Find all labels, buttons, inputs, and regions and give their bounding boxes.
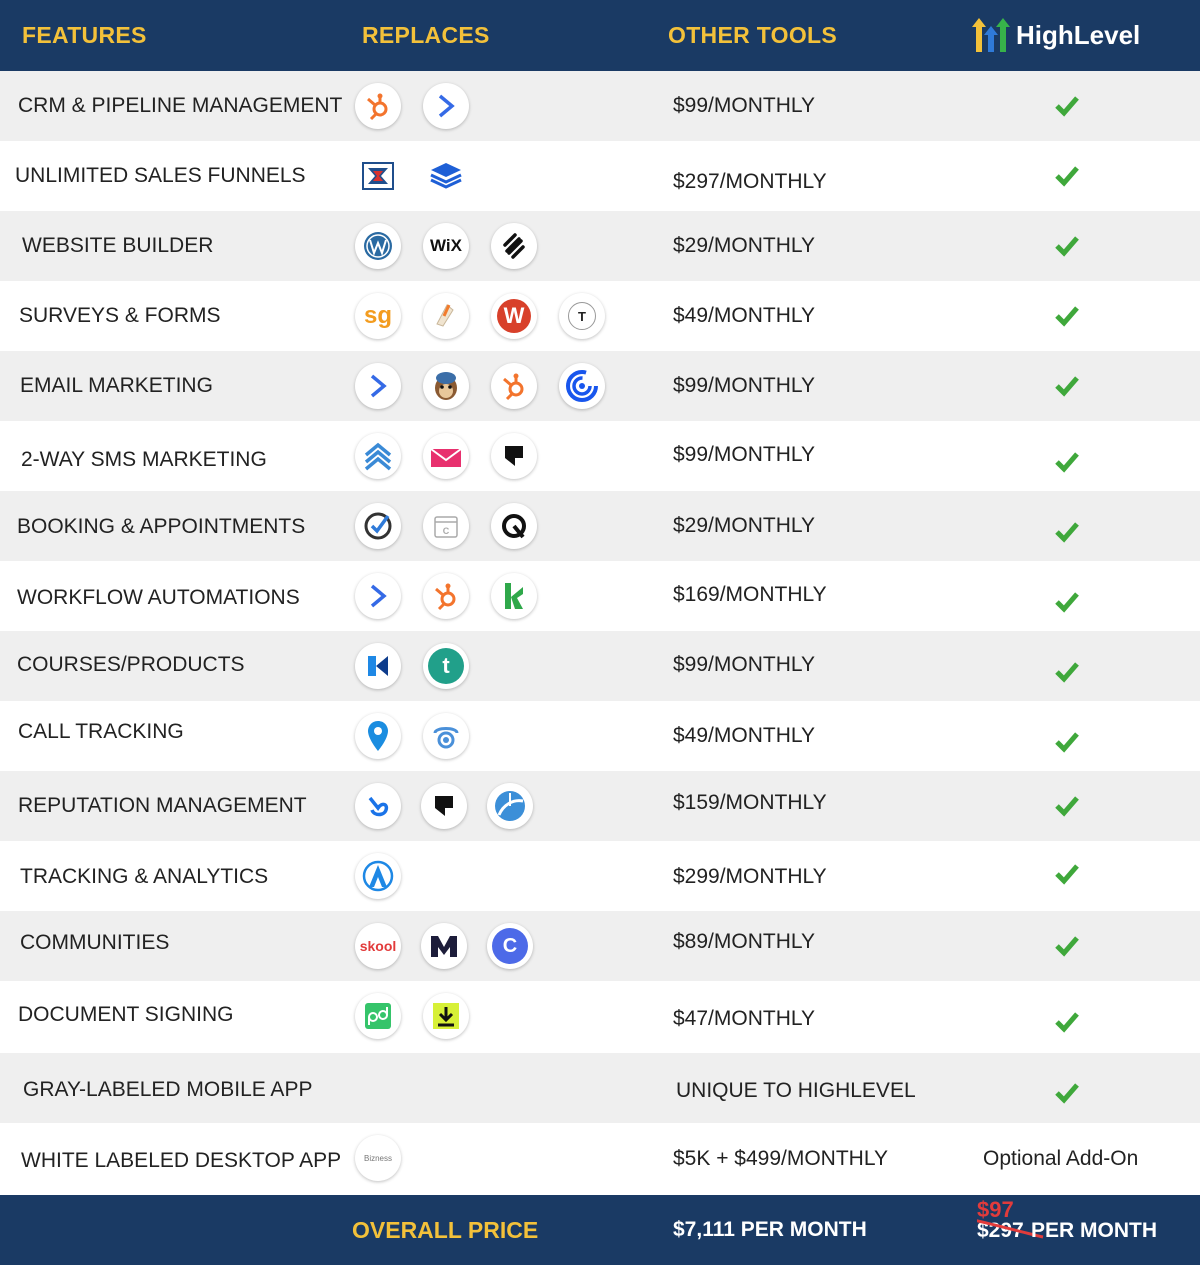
check-icon bbox=[1054, 659, 1080, 683]
other-tools-total: $7,111 PER MONTH bbox=[673, 1218, 867, 1241]
feature-label: BOOKING & APPOINTMENTS bbox=[17, 515, 306, 538]
activecampaign-icon bbox=[355, 573, 401, 619]
highlevel-price bbox=[977, 1195, 1197, 1265]
table-row bbox=[0, 141, 1200, 211]
feature-label: 2-WAY SMS MARKETING bbox=[21, 448, 267, 471]
table-row bbox=[0, 561, 1200, 631]
activecampaign-icon bbox=[423, 83, 469, 129]
tool-price: $169/MONTHLY bbox=[673, 583, 827, 606]
tool-price: $159/MONTHLY bbox=[673, 791, 827, 814]
sms-layers-icon bbox=[355, 433, 401, 479]
replaced-tools bbox=[355, 841, 401, 911]
hubspot-icon bbox=[355, 83, 401, 129]
hubspot-icon bbox=[423, 573, 469, 619]
reputation-icon bbox=[487, 783, 533, 829]
tool-price: $99/MONTHLY bbox=[673, 94, 815, 117]
replaced-tools bbox=[355, 911, 533, 981]
table-row bbox=[0, 491, 1200, 561]
table-row bbox=[0, 1123, 1200, 1195]
teachable-icon bbox=[423, 643, 469, 689]
feature-label: WHITE LABELED DESKTOP APP bbox=[21, 1149, 342, 1172]
svg-text:C: C bbox=[442, 526, 450, 536]
wordpress-icon bbox=[355, 223, 401, 269]
feature-label: COURSES/PRODUCTS bbox=[17, 653, 245, 676]
tool-price: $29/MONTHLY bbox=[673, 514, 815, 537]
hubspot-icon bbox=[491, 363, 537, 409]
optional-addon-note: Optional Add-On bbox=[983, 1147, 1139, 1170]
replaced-tools bbox=[355, 981, 469, 1051]
table-row bbox=[0, 351, 1200, 421]
circle-icon bbox=[487, 923, 533, 969]
new-price: $97 bbox=[977, 1197, 1014, 1222]
replaced-tools bbox=[355, 491, 537, 561]
per-month-label: PER MONTH bbox=[1031, 1219, 1157, 1242]
table-row bbox=[0, 281, 1200, 351]
calendly-icon bbox=[423, 503, 469, 549]
table-row bbox=[0, 911, 1200, 981]
birdeye-icon bbox=[355, 783, 401, 829]
replaced-tools bbox=[355, 281, 605, 351]
table-row bbox=[0, 981, 1200, 1053]
overall-price-label: OVERALL PRICE bbox=[352, 1216, 539, 1243]
squarespace-icon bbox=[491, 223, 537, 269]
replaced-tools bbox=[355, 71, 469, 141]
acuity-icon bbox=[355, 503, 401, 549]
feature-label: CALL TRACKING bbox=[18, 720, 184, 743]
table-row bbox=[0, 631, 1200, 701]
check-icon bbox=[1054, 861, 1080, 885]
tool-price: $99/MONTHLY bbox=[673, 653, 815, 676]
feature-label: EMAIL MARKETING bbox=[20, 374, 213, 397]
check-icon bbox=[1054, 1080, 1080, 1104]
tool-price: $49/MONTHLY bbox=[673, 724, 815, 747]
header-features: FEATURES bbox=[22, 22, 147, 48]
header-other-tools: OTHER TOOLS bbox=[668, 22, 837, 48]
desktop-app-icon: Bizness bbox=[355, 1135, 401, 1181]
tool-price: $5K + $499/MONTHLY bbox=[673, 1147, 888, 1170]
overall-price-row bbox=[0, 1195, 1200, 1265]
check-icon bbox=[1054, 93, 1080, 117]
wufoo-badge: W bbox=[497, 299, 531, 333]
table-row bbox=[0, 841, 1200, 911]
replaced-tools bbox=[355, 701, 469, 771]
replaced-tools bbox=[355, 421, 537, 491]
circle-badge: C bbox=[492, 928, 528, 964]
docusign-icon bbox=[423, 993, 469, 1039]
feature-label: REPUTATION MANAGEMENT bbox=[18, 794, 307, 817]
table-row bbox=[0, 1053, 1200, 1123]
check-icon bbox=[1054, 373, 1080, 397]
podium-icon bbox=[421, 783, 467, 829]
table-row bbox=[0, 701, 1200, 771]
tool-price: $99/MONTHLY bbox=[673, 374, 815, 397]
feature-label: UNLIMITED SALES FUNNELS bbox=[15, 164, 306, 187]
wufoo-icon bbox=[491, 293, 537, 339]
tool-price: $297/MONTHLY bbox=[673, 170, 827, 193]
feature-label: CRM & PIPELINE MANAGEMENT bbox=[18, 94, 343, 117]
tool-price: $89/MONTHLY bbox=[673, 930, 815, 953]
replaced-tools bbox=[355, 141, 469, 211]
callrail-icon bbox=[355, 713, 401, 759]
keap-icon bbox=[491, 573, 537, 619]
teachable-badge: t bbox=[428, 648, 464, 684]
feature-label: WEBSITE BUILDER bbox=[22, 234, 214, 257]
check-icon bbox=[1054, 233, 1080, 257]
highlevel-logo bbox=[972, 14, 1140, 56]
calltracking-icon bbox=[423, 713, 469, 759]
typeform-icon bbox=[559, 293, 605, 339]
check-icon bbox=[1054, 519, 1080, 543]
clickfunnels-icon bbox=[355, 153, 401, 199]
leadpages-icon bbox=[423, 153, 469, 199]
textmagic-icon bbox=[423, 433, 469, 479]
replaced-tools bbox=[355, 1123, 401, 1193]
highlevel-arrows-icon bbox=[972, 18, 1010, 52]
highlevel-brand-text: HighLevel bbox=[1016, 19, 1141, 50]
mailchimp-icon bbox=[423, 363, 469, 409]
mightynetworks-icon bbox=[421, 923, 467, 969]
feature-label: COMMUNITIES bbox=[20, 931, 170, 954]
check-icon bbox=[1054, 1009, 1080, 1033]
replaced-tools bbox=[355, 211, 537, 281]
activecampaign-icon bbox=[355, 363, 401, 409]
check-icon bbox=[1054, 729, 1080, 753]
table-row bbox=[0, 421, 1200, 491]
replaced-tools bbox=[355, 351, 605, 421]
check-icon bbox=[1054, 449, 1080, 473]
tool-price: $29/MONTHLY bbox=[673, 234, 815, 257]
table-header bbox=[0, 0, 1200, 71]
old-price: $297 bbox=[977, 1219, 1024, 1242]
kajabi-icon bbox=[355, 643, 401, 689]
table-row bbox=[0, 71, 1200, 141]
tool-price: $99/MONTHLY bbox=[673, 443, 815, 466]
feature-label: WORKFLOW AUTOMATIONS bbox=[17, 586, 300, 609]
tool-price: $49/MONTHLY bbox=[673, 304, 815, 327]
replaced-tools bbox=[355, 631, 469, 701]
check-icon bbox=[1054, 933, 1080, 957]
table-row bbox=[0, 771, 1200, 841]
check-icon bbox=[1054, 163, 1080, 187]
tool-price: $47/MONTHLY bbox=[673, 1007, 815, 1030]
podium-icon bbox=[491, 433, 537, 479]
check-icon bbox=[1054, 303, 1080, 327]
jotform-icon bbox=[423, 293, 469, 339]
feature-label: TRACKING & ANALYTICS bbox=[20, 865, 269, 888]
tool-price: UNIQUE TO HIGHLEVEL bbox=[676, 1079, 916, 1102]
feature-label: DOCUMENT SIGNING bbox=[18, 1003, 234, 1026]
replaced-tools bbox=[355, 561, 537, 631]
check-icon bbox=[1054, 589, 1080, 613]
feature-label: GRAY-LABELED MOBILE APP bbox=[23, 1078, 313, 1101]
surveygizmo-icon: sg bbox=[355, 293, 401, 339]
skool-icon: skool bbox=[355, 923, 401, 969]
wix-icon: WiX bbox=[423, 223, 469, 269]
feature-label: SURVEYS & FORMS bbox=[19, 304, 221, 327]
header-replaces: REPLACES bbox=[362, 22, 490, 48]
typeform-badge: T bbox=[568, 302, 596, 330]
tool-price: $299/MONTHLY bbox=[673, 865, 827, 888]
analytics-icon bbox=[355, 853, 401, 899]
pandadoc-icon bbox=[355, 993, 401, 1039]
replaced-tools bbox=[355, 771, 533, 841]
calendar-q-icon bbox=[491, 503, 537, 549]
constantcontact-icon bbox=[559, 363, 605, 409]
table-row bbox=[0, 211, 1200, 281]
check-icon bbox=[1054, 793, 1080, 817]
